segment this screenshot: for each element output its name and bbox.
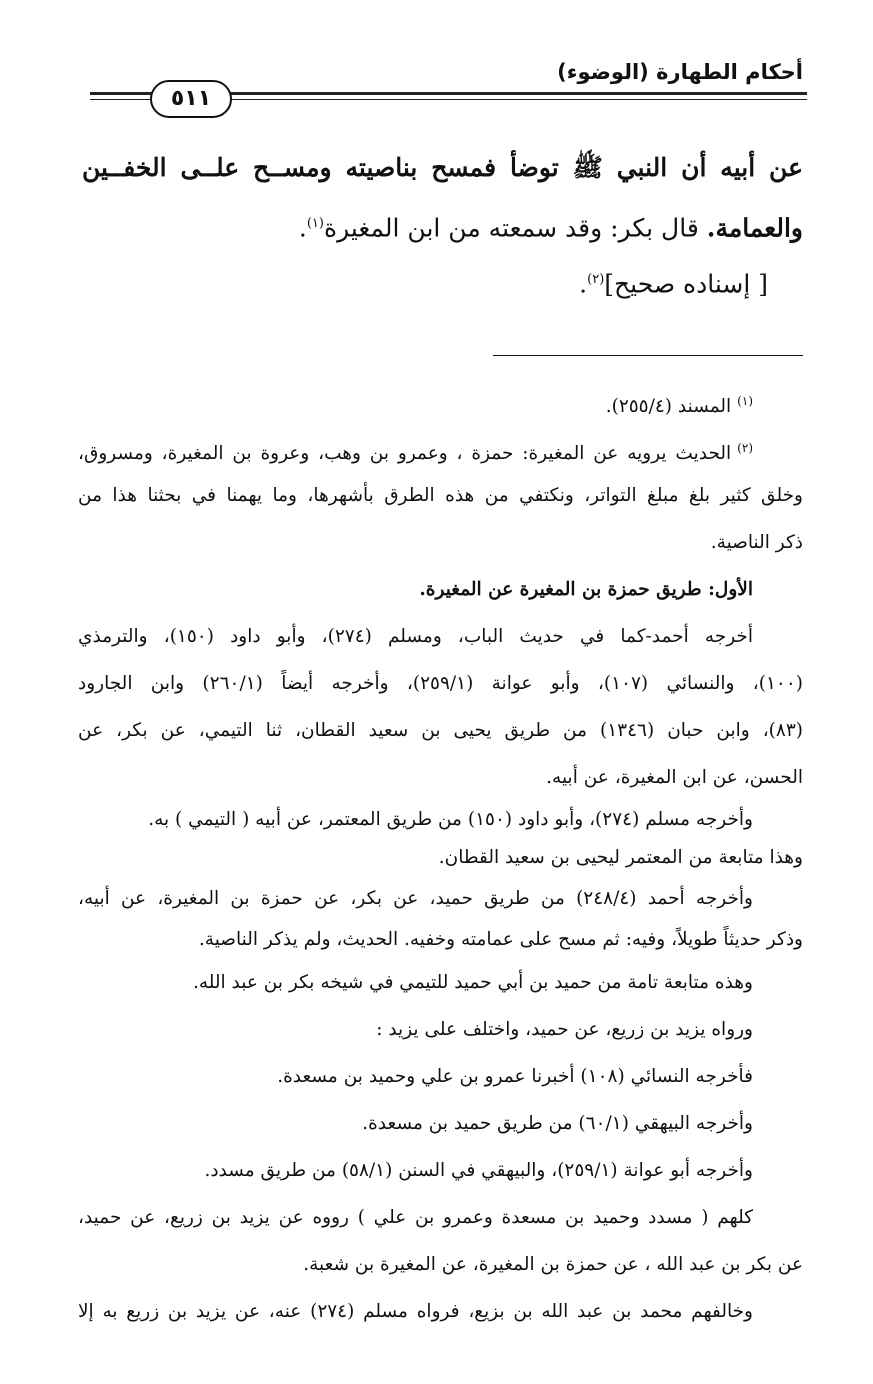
main-line-1: عن أبيه أن النبي ﷺ توضأ فمسح بناصيته ومســح علــى الخفــين bbox=[82, 153, 803, 182]
footnote-line: وهذا متابعة من المعتمر ليحيى بن سعيد القطان. bbox=[438, 847, 803, 868]
footnote-line: وذكر حديثاً طويلاً، وفيه: ثم مسح على عمامته وخفيه. الحديث، ولم يذكر الناصية. bbox=[198, 929, 803, 950]
footnote-ref-2: (٢) bbox=[587, 272, 605, 287]
footnote-line: أخرجه أحمد-كما في حديث الباب، ومسلم (٢٧٤)، وأبو داود (١٥٠)، والترمذي bbox=[78, 626, 754, 647]
footnote-line: ذكر الناصية. bbox=[710, 532, 803, 553]
footnote-2-line bbox=[78, 425, 803, 472]
footnotes bbox=[78, 378, 803, 1335]
footnote-line: وخلق كثير بلغ مبلغ التواتر، ونكتفي من هذه الطرق بأشهرها، وما يهمنا في بحثنا هذا من bbox=[78, 485, 803, 506]
footnote-1 bbox=[78, 378, 803, 425]
footnote-subheading: الأول: طريق حمزة بن المغيرة عن المغيرة. bbox=[419, 579, 753, 600]
footnote-ref-1: (١) bbox=[306, 216, 324, 231]
footnote-line: كلهم ( مسدد وحميد بن مسعدة وعمرو بن علي ) رووه عن يزيد بن زريع، عن حميد، bbox=[78, 1207, 753, 1228]
main-text bbox=[82, 140, 803, 308]
footnote-2-text: الحديث يرويه عن المغيرة: حمزة ، وعمرو بن وهب، وعروة بن المغيرة، ومسروق، bbox=[78, 443, 732, 465]
footnote-line: وأخرجه أبو عوانة (٢٥٩/١)، والبيهقي في السنن (٥٨/١) من طريق مسدد. bbox=[204, 1160, 753, 1181]
footnote-line: وأخرجه أحمد (٢٤٨/٤) من طريق حميد، عن بكر، عن حمزة بن المغيرة، عن أبيه، bbox=[78, 888, 753, 909]
footnote-line: الحسن، عن ابن المغيرة، عن أبيه. bbox=[546, 767, 803, 788]
footnote-line: (٨٣)، وابن حبان (١٣٤٦) من طريق يحيى بن سعيد القطان، ثنا التيمي، عن بكر، عن bbox=[78, 720, 803, 741]
main-line-2-end: . bbox=[298, 213, 307, 243]
isnad-grade: [ إسناده صحيح] bbox=[604, 269, 768, 299]
main-line-2-bold: والعمامة. bbox=[706, 213, 803, 243]
footnote-line: عن بكر بن عبد الله ، عن حمزة بن المغيرة، عن المغيرة بن شعبة. bbox=[303, 1254, 803, 1275]
main-line-3 bbox=[82, 252, 803, 308]
running-header-title: أحكام الطهارة (الوضوء) bbox=[557, 60, 803, 84]
main-line-3-end: . bbox=[579, 269, 588, 299]
footnote-line: وخالفهم محمد بن عبد الله بن بزيع، فرواه مسلم (٢٧٤) عنه، عن يزيد بن زريع به إلا bbox=[78, 1301, 753, 1322]
footnote-1-mark: (١) bbox=[737, 394, 753, 408]
main-line-2 bbox=[82, 196, 803, 252]
page-number-badge: ٥١١ bbox=[150, 80, 232, 118]
footnote-2-mark: (٢) bbox=[737, 441, 753, 455]
footnote-line: ورواه يزيد بن زريع، عن حميد، واختلف على يزيد : bbox=[376, 1019, 753, 1040]
footnote-line: (١٠٠)، والنسائي (١٠٧)، وأبو عوانة (٢٥٩/١)، وأخرجه أيضاً (٢٦٠/١) وابن الجارود bbox=[78, 673, 803, 694]
footnote-line: وهذه متابعة تامة من حميد بن أبي حميد للتيمي في شيخه بكر بن عبد الله. bbox=[192, 972, 753, 993]
main-line-2-text: قال بكر: وقد سمعته من ابن المغيرة bbox=[323, 213, 707, 243]
footnote-line: فأخرجه النسائي (١٠٨) أخبرنا عمرو بن علي وحميد بن مسعدة. bbox=[277, 1066, 753, 1087]
footnote-separator bbox=[493, 355, 803, 356]
footnote-line: وأخرجه البيهقي (٦٠/١) من طريق حميد بن مسعدة. bbox=[362, 1113, 753, 1134]
footnote-1-text: المسند (٢٥٥/٤). bbox=[605, 396, 732, 418]
footnote-line: وأخرجه مسلم (٢٧٤)، وأبو داود (١٥٠) من طريق المعتمر، عن أبيه ( التيمي ) به. bbox=[148, 809, 753, 830]
